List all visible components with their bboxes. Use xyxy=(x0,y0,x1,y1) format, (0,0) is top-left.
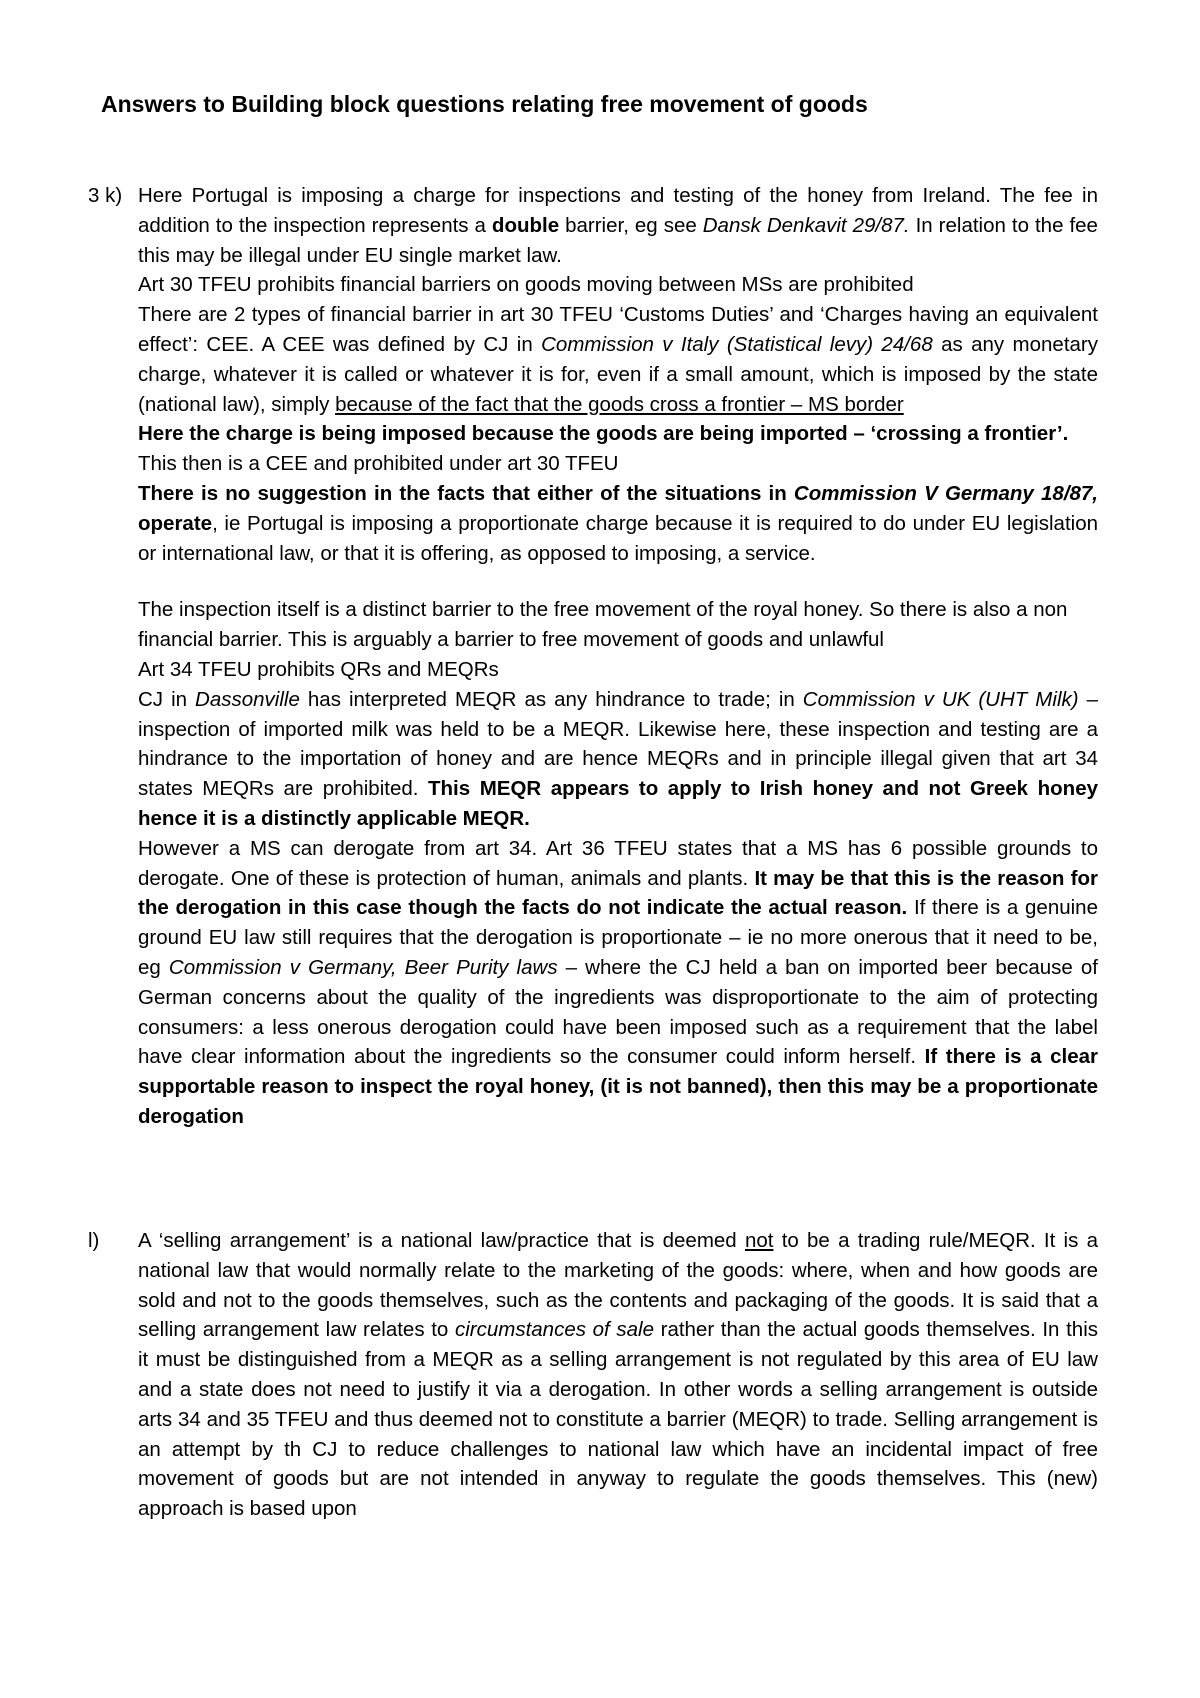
case-citation: Commission V Germany 18/87, xyxy=(793,481,1099,505)
bold-text: There is no suggestion in the facts that either of the situations in xyxy=(138,481,794,505)
underlined-text: not xyxy=(744,1229,774,1252)
section-k-paragraph-2: Art 30 TFEU prohibits financial barriers on goods moving between MSs are prohibited xyxy=(138,273,914,297)
section-k-paragraph-7: The inspection itself is a distinct barrier to the free movement of the royal honey. So there is also a non financial barrier. This is arguably a barrier to free movement of goods and unlawful xyxy=(138,598,1068,652)
text-run: A ‘selling arrangement’ is a national law/practice that is deemed xyxy=(138,1229,745,1252)
section-l-marker: l) xyxy=(88,1229,100,1252)
bold-text: If there is a clear supportable reason to inspect the royal honey, (it is not banned), then this may be a proportionate derogation xyxy=(138,1045,1098,1128)
section-k-paragraph-5: This then is a CEE and prohibited under art 30 TFEU xyxy=(138,452,619,476)
text-run: has interpreted MEQR as any hindrance to trade; in xyxy=(299,687,803,711)
section-k-paragraph-1 xyxy=(138,181,1098,270)
underlined-text: because of the fact that the goods cross a frontier – MS border xyxy=(335,392,904,416)
text-run: If there is a genuine ground EU law still requires that the derogation is proportionate – ie no more onerous that it need to be, eg xyxy=(138,896,1098,979)
section-k-body xyxy=(138,181,1098,1132)
document-title: Answers to Building block questions relating free movement of goods xyxy=(101,91,868,117)
section-k-paragraph-9 xyxy=(138,685,1098,834)
section-k-paragraph-4: Here the charge is being imposed because the goods are being imported – ‘crossing a frontier’. xyxy=(138,422,1069,446)
text-run: – inspection of imported milk was held to be a MEQR. Likewise here, these inspection and testing are a hindrance to the importation of honey and are hence MEQRs and in principle illegal given that art 34 states MEQRs are prohibited. xyxy=(138,687,1098,801)
paragraph-gap xyxy=(138,568,1098,595)
text-run: In relation to the fee this may be illegal under EU single market law. xyxy=(138,213,1098,267)
section-k-paragraph-3 xyxy=(138,300,1098,419)
text-run: There are 2 types of financial barrier in art 30 TFEU ‘Customs Duties’ and ‘Charges having an equivalent effect’: CEE. A CEE was defined by CJ in xyxy=(138,303,1098,356)
bold-text: operate xyxy=(138,511,213,535)
case-citation: Commission v UK (UHT Milk) xyxy=(802,687,1079,711)
text-run: , ie Portugal is imposing a proportionate charge because it is required to do under EU legislation or international law, or that it is offering, as opposed to imposing, a service. xyxy=(138,511,1098,565)
text-run: – where the CJ held a ban on imported beer because of German concerns about the quality of the ingredients was disproportionate to the aim of protecting consumers: a less onerous derogation could have been imposed such as a requirement that the label have clear information about the ingredients so the consumer could inform herself. xyxy=(138,955,1099,1069)
text-run: rather than the actual goods themselves. In this it must be distinguished from a MEQR as a selling arrangement is not regulated by this area of EU law and a state does not need to justify it via a derogation. In other words a selling arrangement is outside arts 34 and 35 TFEU and thus deemed not to constitute a barrier (MEQR) to trade. Selling arrangement is an attempt by th CJ to reduce challenges to national law which have an incidental impact of free movement of goods but are not intended in anyway to regulate the goods themselves. This (new) approach is based upon xyxy=(138,1318,1098,1521)
text-run: CJ in xyxy=(138,687,196,711)
bold-text: double xyxy=(491,213,560,237)
italic-text: circumstances of sale xyxy=(454,1318,654,1342)
case-citation: Commission v Germany, Beer Purity laws xyxy=(168,955,558,979)
section-l-body xyxy=(138,1226,1098,1524)
text-run: as any monetary charge, whatever it is called or whatever it is for, even if a small amount, which is imposed by the state (national law), simply xyxy=(138,332,1098,416)
text-run: However a MS can derogate from art 34. Art 36 TFEU states that a MS has 6 possible grounds to derogate. One of these is protection of human, animals and plants. xyxy=(138,836,1098,890)
bold-text: This MEQR appears to apply to Irish honey and not Greek honey hence it is a distinctly applicable MEQR. xyxy=(138,777,1098,830)
case-citation: Dassonville xyxy=(195,687,300,711)
text-run: Here Portugal is imposing a charge for inspections and testing of the honey from Ireland. The fee in addition to the inspection represents a xyxy=(138,184,1098,237)
section-k-paragraph-6 xyxy=(138,479,1098,568)
case-citation: Commission v Italy (Statistical levy) 24/68 xyxy=(541,332,933,356)
case-citation: Dansk Denkavit 29/87. xyxy=(702,213,910,237)
text-run: barrier, eg see xyxy=(559,213,703,237)
section-l-paragraph-1 xyxy=(138,1226,1098,1524)
section-k-marker: 3 k) xyxy=(88,184,123,207)
section-k-paragraph-10 xyxy=(138,834,1098,1132)
text-run: to be a trading rule/MEQR. It is a national law that would normally relate to the marketing of the goods: where, when and how goods are sold and not to the goods themselves, such as the contents and packaging of the goods. It is said that a selling arrangement law relates to xyxy=(138,1229,1099,1342)
bold-text: It may be that this is the reason for the derogation in this case though the facts do not indicate the actual reason. xyxy=(138,866,1098,920)
section-k-paragraph-8: Art 34 TFEU prohibits QRs and MEQRs xyxy=(138,657,499,681)
